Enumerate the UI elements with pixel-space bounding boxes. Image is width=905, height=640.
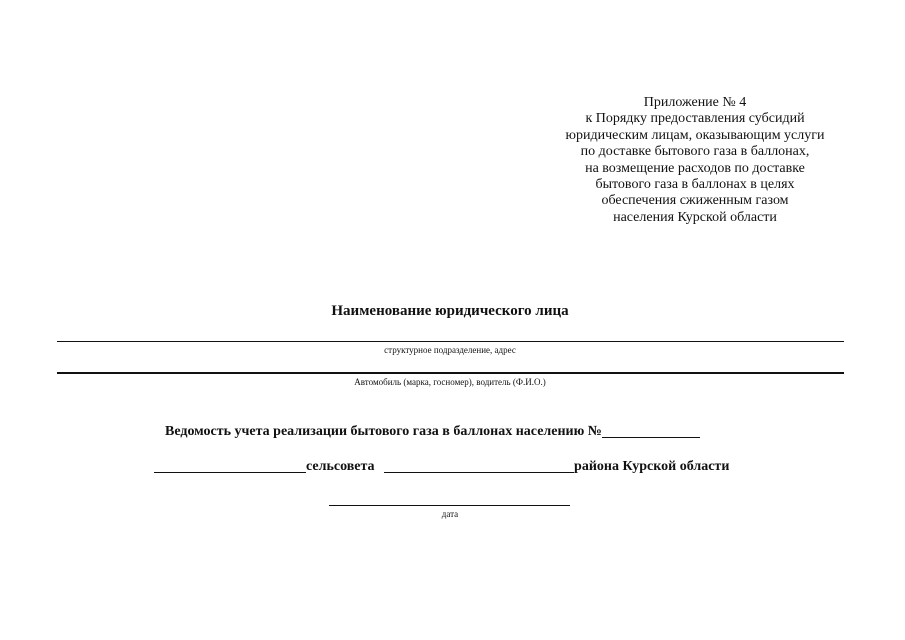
appendix-line: по доставке бытового газа в баллонах,: [580, 144, 810, 160]
appendix-line: бытового газа в баллонах в целях: [595, 177, 795, 193]
subdivision-line: [57, 341, 844, 342]
date-caption: дата: [441, 509, 459, 519]
org-name-title: Наименование юридического лица: [331, 303, 569, 319]
statement-title: [165, 423, 700, 440]
statement-number-blank: [602, 423, 700, 438]
vehicle-caption: Автомобиль (марка, госномер), водитель (Ф.И.О.): [354, 377, 546, 387]
selsovet-blank: [154, 458, 306, 473]
statement-title-text: Ведомость учета реализации бытового газа в баллонах населению №: [165, 424, 602, 439]
appendix-block: [540, 95, 850, 226]
district-label: района Курской области: [574, 459, 730, 474]
appendix-line: юридическим лицам, оказывающим услуги: [565, 127, 825, 143]
region-line: [154, 458, 729, 475]
appendix-line: населения Курской области: [613, 209, 777, 225]
appendix-line: к Порядку предоставления субсидий: [585, 111, 805, 127]
appendix-line: обеспечения сжиженным газом: [601, 193, 789, 209]
date-line: [329, 505, 570, 506]
subdivision-caption: структурное подразделение, адрес: [384, 345, 516, 355]
appendix-line: на возмещение расходов по доставке: [585, 160, 805, 176]
district-blank: [384, 458, 574, 473]
vehicle-line: [57, 372, 844, 374]
selsovet-label: сельсовета: [306, 459, 375, 474]
appendix-line: Приложение № 4: [643, 95, 747, 110]
